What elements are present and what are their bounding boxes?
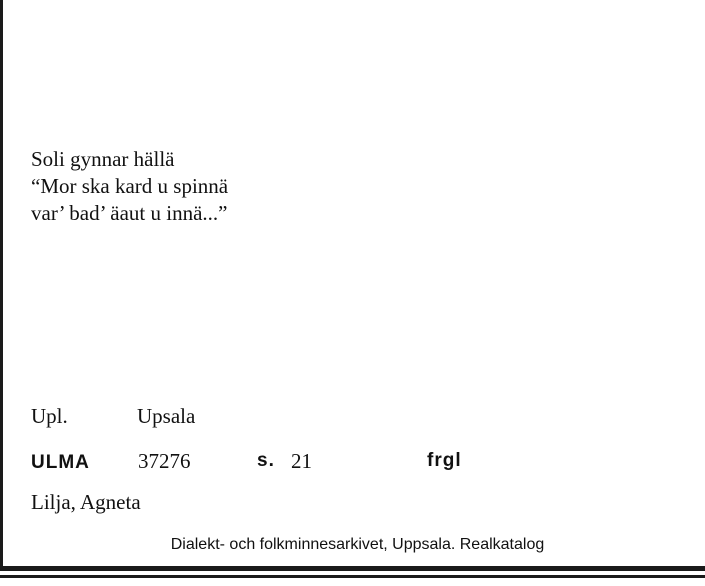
category-code: frgl (427, 450, 462, 471)
verse-line: Soli gynnar hällä (31, 147, 175, 171)
verse-line: “Mor ska kard u spinnä (31, 174, 229, 198)
collector-row (31, 490, 141, 515)
page-label: s. (257, 450, 275, 471)
record-number: 37276 (138, 449, 191, 473)
collector-name: Lilja, Agneta (31, 490, 141, 514)
card-left-border (0, 0, 3, 568)
archive-footer: Dialekt- och folkminnesarkivet, Uppsala. Realkatalog (170, 536, 545, 553)
card-bottom-border-secondary (0, 575, 705, 578)
location-row (31, 404, 196, 429)
record-row (31, 449, 462, 474)
verse-text (31, 146, 228, 227)
card-bottom-border (0, 566, 705, 571)
verse-line: var’ bad’ äaut u innä...” (31, 201, 228, 225)
page-number: 21 (291, 449, 312, 473)
archive-code: ULMA (31, 452, 90, 473)
parish-label: Upsala (137, 404, 196, 428)
province-label: Upl. (31, 404, 68, 428)
